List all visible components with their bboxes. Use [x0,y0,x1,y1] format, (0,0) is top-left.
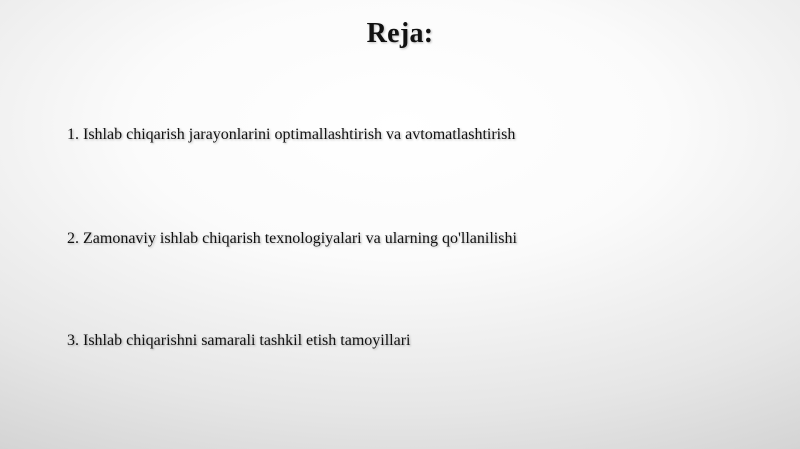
plan-item-2: 2. Zamonaviy ishlab chiqarish texnologiyalari va ularning qo'llanilishi [67,230,517,247]
plan-item-3: 3. Ishlab chiqarishni samarali tashkil etish tamoyillari [67,332,411,349]
plan-item-1: 1. Ishlab chiqarish jarayonlarini optimallashtirish va avtomatlashtirish [67,126,516,143]
slide-title: Reja: [366,18,434,49]
